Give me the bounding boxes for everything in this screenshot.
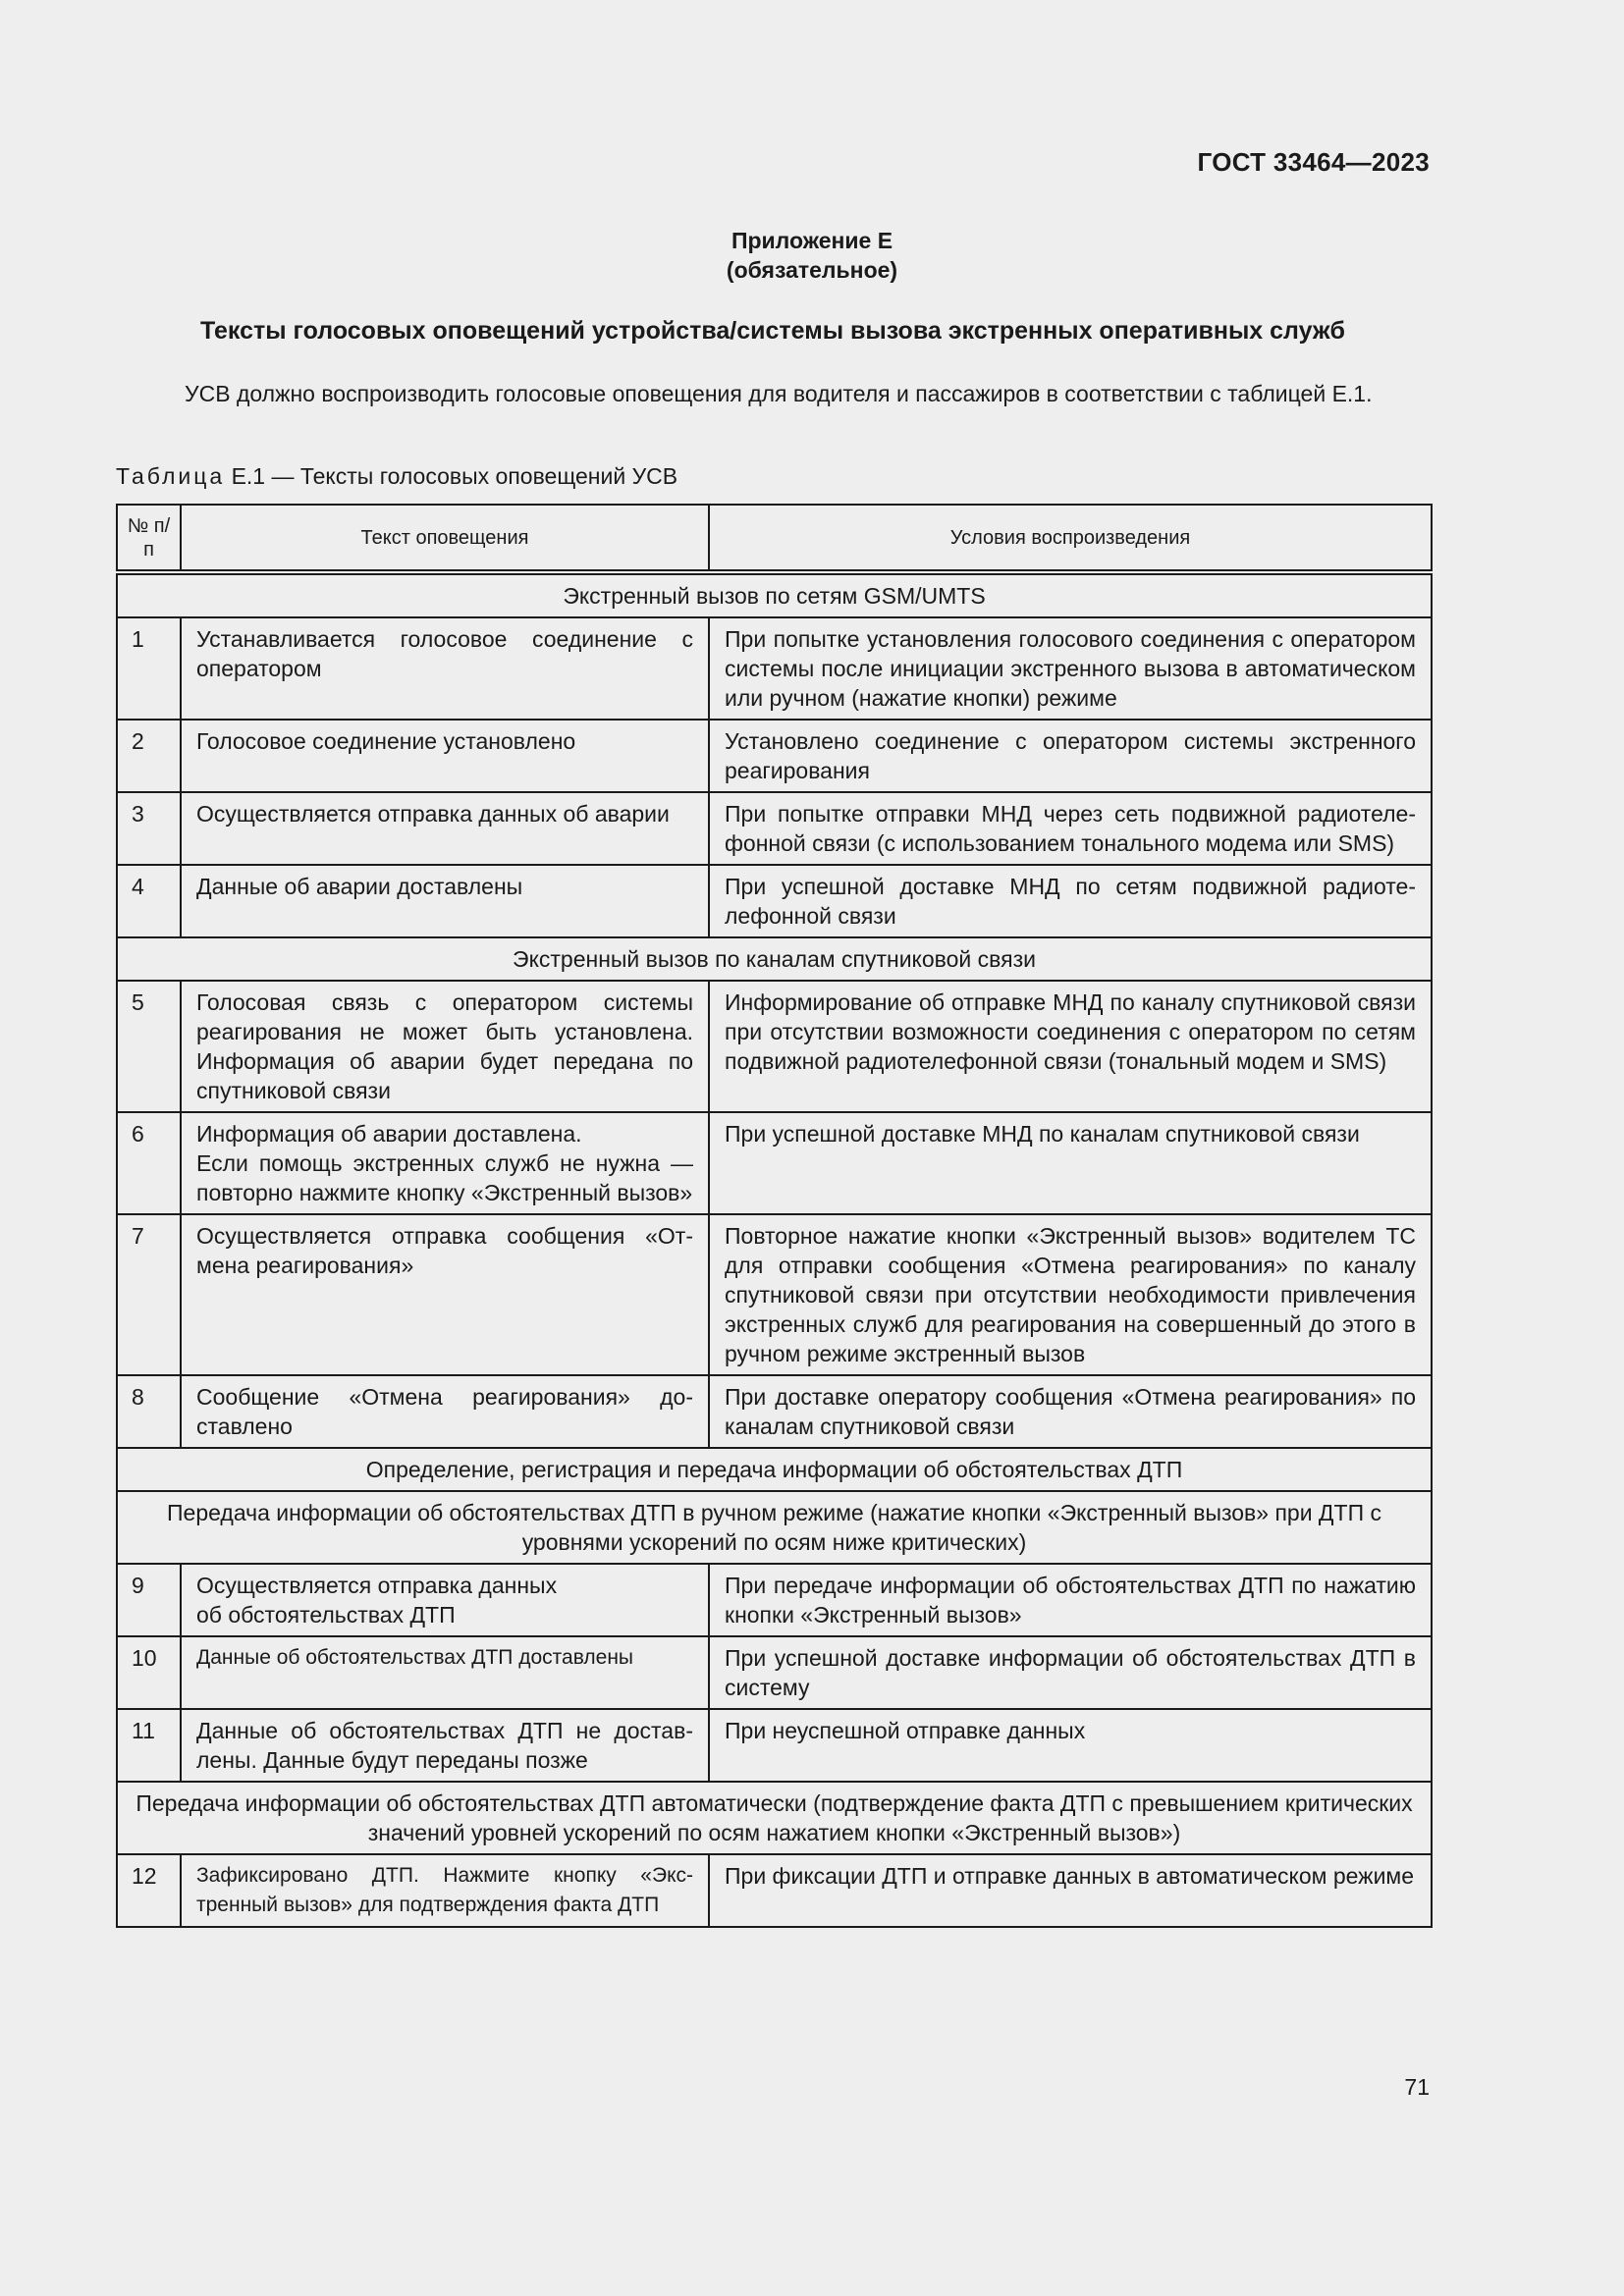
table-row <box>117 1112 1432 1214</box>
row-num: 4 <box>117 865 181 937</box>
table-row <box>117 1214 1432 1375</box>
table-row <box>117 1636 1432 1709</box>
row-num: 8 <box>117 1375 181 1448</box>
table-row <box>117 1375 1432 1448</box>
alerts-table <box>116 504 1433 1928</box>
section-row <box>117 1491 1432 1564</box>
row-conditions: При доставке оператору сообщения «Отмена реагирования» по каналам спутниковой связи <box>709 1375 1432 1448</box>
row-text-line: Если помощь экстренных служб не нужна — повторно нажмите кнопку «Экстренный вызов» <box>196 1150 693 1205</box>
row-text: Сообщение «Отмена реагирования» доставлено <box>181 1375 709 1448</box>
table-row <box>117 1709 1432 1782</box>
row-num: 5 <box>117 981 181 1112</box>
annex-status: (обязательное) <box>726 257 898 283</box>
row-text-line: об обстоятельствах ДТП <box>196 1602 456 1628</box>
row-conditions: При передаче информации об обстоятельствах ДТП по нажатию кнопки «Экстренный вызов» <box>709 1564 1432 1636</box>
row-conditions: При успешной доставке МНД по сетям подвижной радиотелефонной связи <box>709 865 1432 937</box>
row-conditions: При фиксации ДТП и отправке данных в автоматическом режиме <box>709 1854 1432 1927</box>
header-num: № п/п <box>117 505 181 572</box>
table-caption-text: Е.1 — Тексты голосовых оповещений УСВ <box>225 463 678 489</box>
row-conditions: Установлено соединение с оператором системы экстренного реагирования <box>709 720 1432 792</box>
intro-paragraph: УСВ должно воспроизводить голосовые оповещения для водителя и пассажиров в соответствии с таблицей Е.1. <box>185 381 1373 406</box>
table-row <box>117 1564 1432 1636</box>
row-text <box>181 1564 709 1636</box>
annex-title <box>0 226 1624 285</box>
header-conditions: Условия воспроизведения <box>709 505 1432 572</box>
table-row <box>117 1854 1432 1927</box>
row-text-line: Осуществляется отправка данных <box>196 1573 558 1598</box>
table-row <box>117 720 1432 792</box>
row-text: Устанавливается голосовое соединение с оператором <box>181 617 709 720</box>
section-automatic-mode: Передача информации об обстоятельствах ДТП автоматически (подтверждение факта ДТП с превышением критических значений уровней ускорений по осям нажатием кнопки «Экстренный вызов») <box>117 1782 1432 1854</box>
row-text: Зафиксировано ДТП. Нажмите кнопку «Экстренный вызов» для подтверждения факта ДТП <box>181 1854 709 1927</box>
row-text: Данные об обстоятельствах ДТП доставлены <box>181 1636 709 1709</box>
table-caption <box>116 461 677 491</box>
row-num: 1 <box>117 617 181 720</box>
row-num: 9 <box>117 1564 181 1636</box>
table-caption-label: Таблица <box>116 463 226 489</box>
row-conditions: Информирование об отправке МНД по каналу спутниковой связи при отсутствии возможности соединения с оператором по сетям подвижной радиотелефонной связи (тональный модем и SMS) <box>709 981 1432 1112</box>
row-num: 6 <box>117 1112 181 1214</box>
row-conditions: При неуспешной отправке данных <box>709 1709 1432 1782</box>
row-num: 3 <box>117 792 181 865</box>
standard-number: ГОСТ 33464—2023 <box>1197 147 1430 177</box>
section-manual-mode: Передача информации об обстоятельствах ДТП в ручном режиме (нажатие кнопки «Экстренный вызов» при ДТП с уровнями ускорений по осям ниже критических) <box>117 1491 1432 1564</box>
section-gsm: Экстренный вызов по сетям GSM/UMTS <box>117 572 1432 617</box>
document-heading: Тексты голосовых оповещений устройства/системы вызова экстренных оперативных служб <box>199 317 1345 345</box>
row-conditions: При попытке установления голосового соединения с оператором системы после инициации экстренного вызова в автоматическом или ручном (нажатие кнопки) режиме <box>709 617 1432 720</box>
row-text: Осуществляется отправка данных об аварии <box>181 792 709 865</box>
annex-label: Приложение Е <box>731 228 893 253</box>
page-number: 71 <box>1404 2074 1430 2100</box>
section-row <box>117 937 1432 981</box>
row-text: Голосовое соединение установлено <box>181 720 709 792</box>
section-row <box>117 1448 1432 1491</box>
row-text: Данные об аварии доставлены <box>181 865 709 937</box>
table-row <box>117 981 1432 1112</box>
row-num: 12 <box>117 1854 181 1927</box>
row-text: Осуществляется отправка сообщения «Отмена реагирования» <box>181 1214 709 1375</box>
table-row <box>117 617 1432 720</box>
section-row <box>117 572 1432 617</box>
row-text-line: Информация об аварии доставлена. <box>196 1121 582 1147</box>
table-row <box>117 865 1432 937</box>
row-num: 7 <box>117 1214 181 1375</box>
row-text <box>181 1112 709 1214</box>
section-accident-info: Определение, регистрация и передача информации об обстоятельствах ДТП <box>117 1448 1432 1491</box>
section-satellite: Экстренный вызов по каналам спутниковой связи <box>117 937 1432 981</box>
table-row <box>117 792 1432 865</box>
row-conditions: При попытке отправки МНД через сеть подвижной радиотелефонной связи (с использованием тонального модема или SMS) <box>709 792 1432 865</box>
header-text: Текст оповещения <box>181 505 709 572</box>
row-text: Данные об обстоятельствах ДТП не доставлены. Данные будут переданы позже <box>181 1709 709 1782</box>
row-text: Голосовая связь с оператором системы реагирования не может быть установлена. Информация об аварии будет передана по спутниковой связи <box>181 981 709 1112</box>
row-num: 10 <box>117 1636 181 1709</box>
row-num: 11 <box>117 1709 181 1782</box>
row-conditions: При успешной доставке информации об обстоятельствах ДТП в систему <box>709 1636 1432 1709</box>
row-conditions: При успешной доставке МНД по каналам спутниковой связи <box>709 1112 1432 1214</box>
section-row <box>117 1782 1432 1854</box>
row-conditions: Повторное нажатие кнопки «Экстренный вызов» водителем ТС для отправки сообщения «Отмена реагирования» по каналу спутниковой связи при отсутствии необходимости привлечения экстренных служб для реагирования на совершенный до этого в ручном режиме экстренный вызов <box>709 1214 1432 1375</box>
table-header-row <box>117 505 1432 572</box>
row-num: 2 <box>117 720 181 792</box>
